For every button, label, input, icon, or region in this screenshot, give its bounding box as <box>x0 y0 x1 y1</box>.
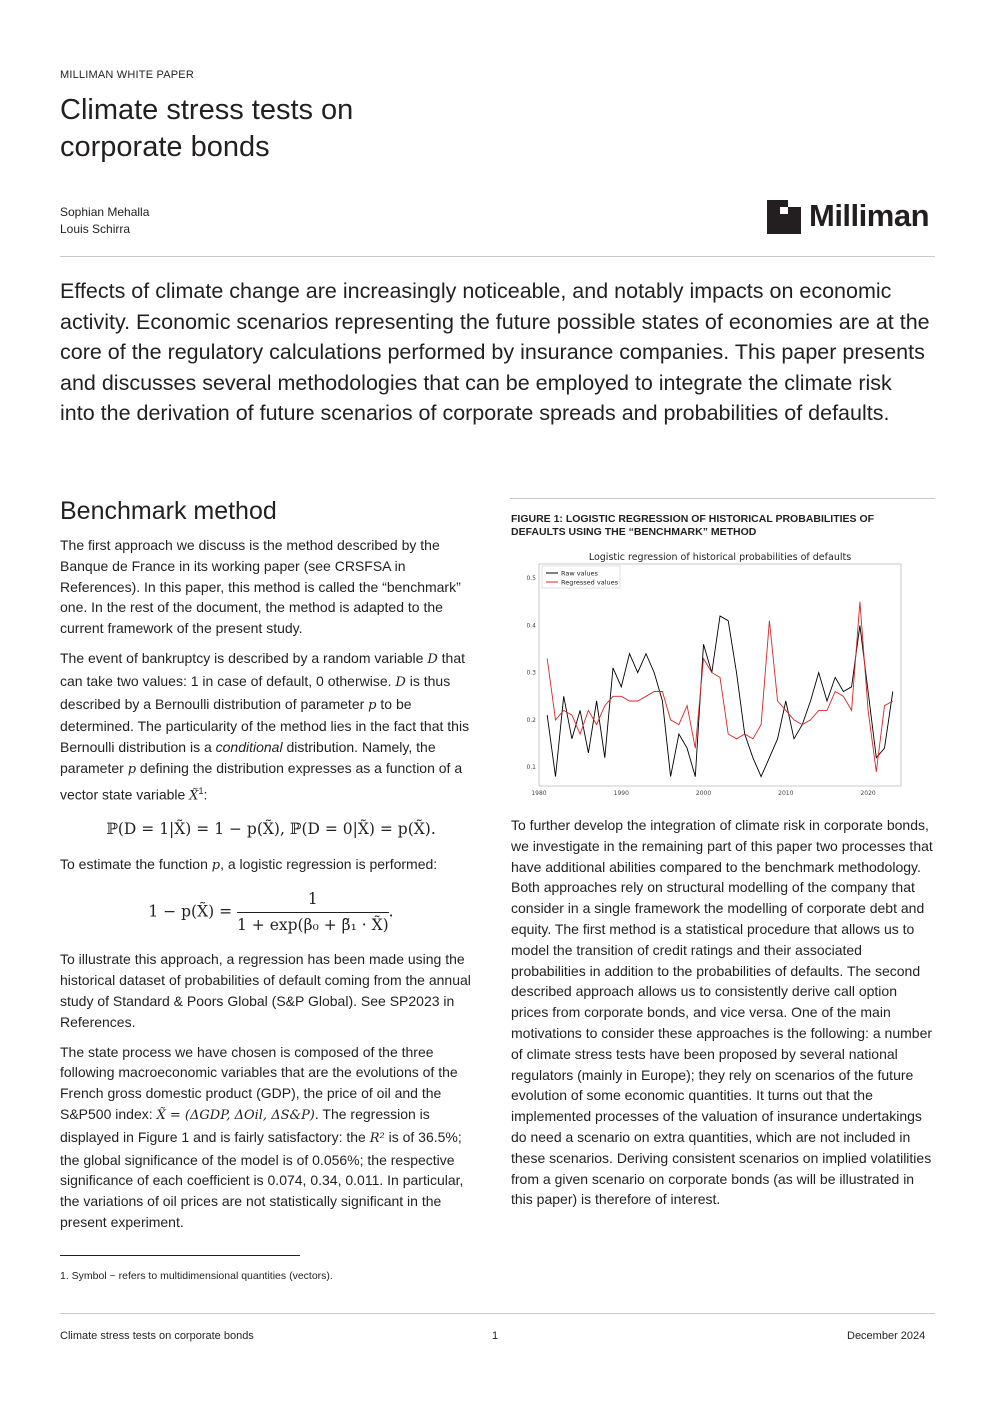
footer-date: December 2024 <box>847 1330 926 1342</box>
author-name: Louis Schirra <box>60 222 131 236</box>
figure-caption: FIGURE 1: LOGISTIC REGRESSION OF HISTORICAL PROBABILITIES OF DEFAULTS USING THE “BENCHMARK” METHOD <box>511 513 875 538</box>
y-tick-label: 0.4 <box>526 622 536 630</box>
y-tick-label: 0.5 <box>526 575 536 583</box>
x-tick-label: 2010 <box>778 790 794 797</box>
y-tick-label: 0.1 <box>526 764 536 772</box>
y-tick-label: 0.2 <box>526 716 536 724</box>
x-tick-label: 2000 <box>695 790 712 797</box>
author-name: Sophian Mehalla <box>60 205 150 219</box>
logo-wordmark: Milliman <box>809 198 930 233</box>
right-column <box>511 815 935 1219</box>
paragraph: To further develop the integration of climate risk in corporate bonds, we investigate in the remaining part of this paper two processes that have additional abilities compared to the benchmark methodology. Both approaches rely on structural modelling of the company that consider in a single framework the modelling of corporate debt and equity. The first method is a statistical procedure that allows us to model the transition of credit ratings and their associated probabilities in addition to the probabilities of defaults. The second described approach allows us to consistently derive call option prices from corporate bonds, and vice versa. One of the main motivations to consider these approaches is the following: a number of climate stress tests have been proposed by several national regulators (mainly in Europe); they rely on scenarios of the future evolution of some economic quantities. It turns out that the implemented processes of the valuation of insurance undertakings do need a scenario on extra quantities, which are not included in these scenarios. Deriving consistent scenarios on implied volatilities from a given scenario on corporate bonds (as will be illustrated in this paper) is therefore of interest. <box>511 817 933 1208</box>
regression-chart <box>511 548 906 798</box>
paragraph: The first approach we discuss is the method described by the Banque de France in its working paper (see CRSFSA in References). In this paper, this method is called the “benchmark” one. In the rest of the document, the method is adapted to the current framework of the present study. <box>60 537 461 637</box>
legend-label: Regressed values <box>561 578 618 587</box>
lead-paragraph: Effects of climate change are increasingly noticeable, and notably impacts on economic activity. Economic scenarios representing the future possible states of economies are at the core of the regulatory calculations performed by insurance companies. This paper presents and discusses several methodologies that can be employed to integrate the climate risk into the derivation of future scenarios of corporate spreads and probabilities of defaults. <box>60 279 930 425</box>
series-line-raw <box>547 616 893 777</box>
paper-title: Climate stress tests on corporate bonds <box>60 94 354 163</box>
equation-logistic: 1 − p(X̃) = $\frac{1}{\text{1 + exp(β₀ + β̃₁ · X̃)}}$ . <box>148 889 394 934</box>
plot-frame <box>539 564 901 786</box>
paragraph: The event of bankruptcy is described by a random variable D that can take two values: 1 in case of default, 0 otherwise. D is thus described by a Bernoulli distribution of parameter p to be determined. The particularity of the method lies in the fact that this Bernoulli distribution is a conditional distribution. Namely, the parameter p defining the distribution expresses as a function of a vector state variable X̃$^1$: <box>60 649 470 804</box>
chart-title: Logistic regression of historical probabilities of defaults <box>588 552 852 563</box>
equation-bernoulli: ℙ(D = 1|X̃) = 1 − p(X̃), ℙ(D = 0|X̃) = p(X̃). <box>106 820 436 839</box>
legend-label: Raw values <box>561 569 598 578</box>
x-tick-label: 1990 <box>613 790 629 797</box>
section-heading: Benchmark method <box>60 497 277 525</box>
footer-divider <box>60 1313 935 1314</box>
header-divider <box>60 256 935 257</box>
footer-title: Climate stress tests on corporate bonds <box>60 1330 254 1342</box>
x-tick-label: 1980 <box>531 790 547 797</box>
milliman-logo-icon <box>767 200 801 234</box>
footnote: 1. Symbol ~ refers to multidimensional quantities (vectors). <box>60 1270 333 1282</box>
author-list <box>60 204 149 238</box>
paragraph: To illustrate this approach, a regression has been made using the historical dataset of probabilities of default coming from the annual study of Standard & Poors Global (S&P Global). See SP2023 in References. <box>60 951 471 1030</box>
x-tick-label: 2020 <box>860 790 876 797</box>
y-tick-label: 0.3 <box>526 669 536 677</box>
paragraph: The state process we have chosen is composed of the three following macroeconomic variables that are the evolutions of the French gross domestic product (GDP), the price of oil and the S&P500 index: X̃ = (ΔGDP, ΔOil, ΔS&P). The regression is displayed in Figure 1 and is fairly satisfactory: the R² is of 36.5%; the global significance of the model is of 0.056%; the respective significance of each coefficient is 0.074, 0.34, 0.011. In particular, the variations of oil prices are not statistically significant in the present experiment. <box>60 1043 464 1230</box>
paper-kicker: MILLIMAN WHITE PAPER <box>60 69 194 81</box>
figure-divider <box>510 498 935 499</box>
left-column <box>60 535 482 1242</box>
paragraph: To estimate the function p, a logistic regression is performed: <box>60 856 438 874</box>
milliman-logo <box>767 200 937 236</box>
footnote-divider <box>60 1255 300 1256</box>
page-number: 1 <box>492 1330 499 1342</box>
